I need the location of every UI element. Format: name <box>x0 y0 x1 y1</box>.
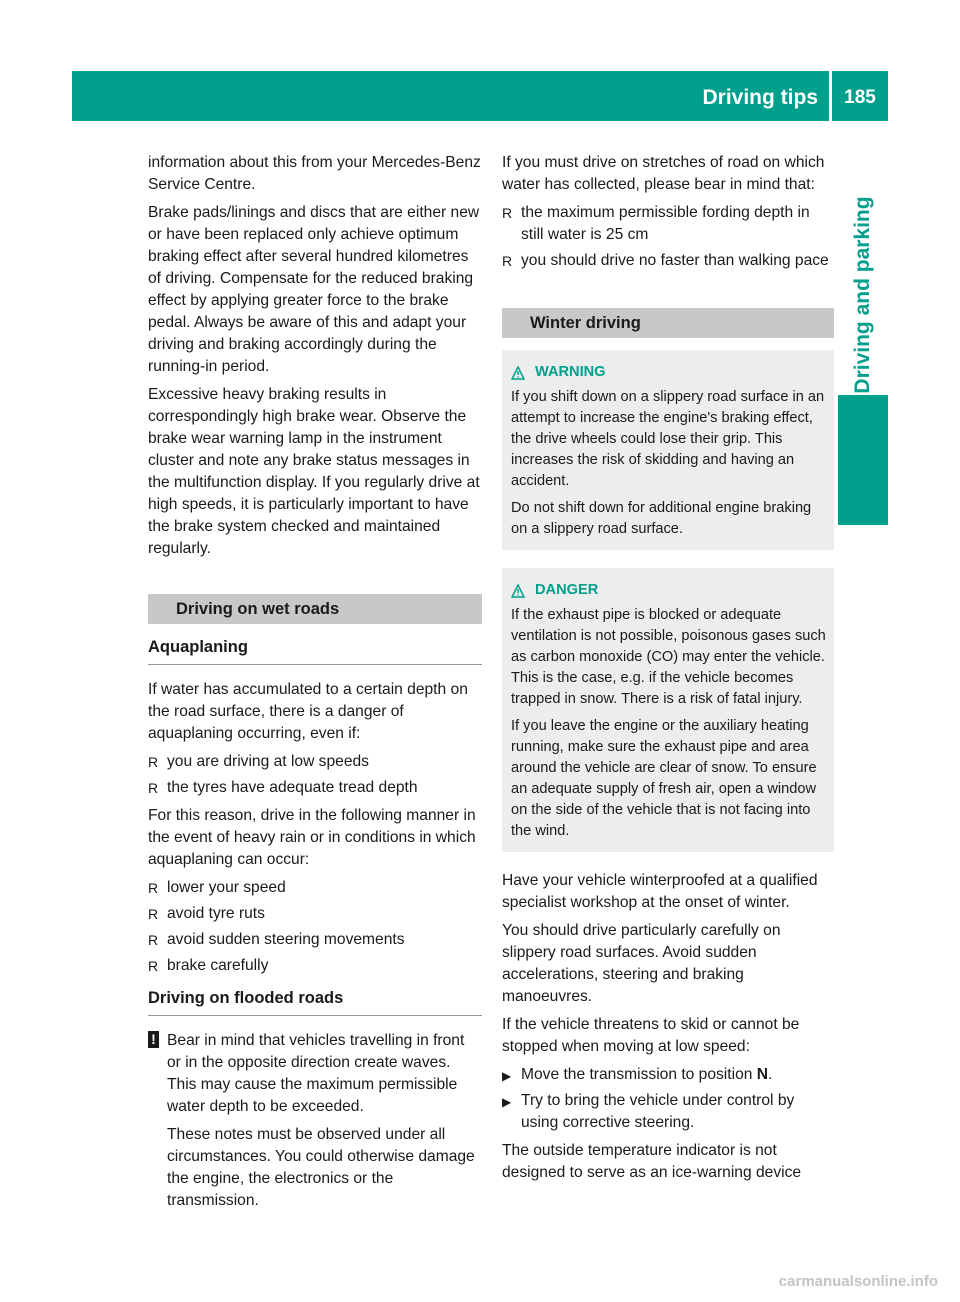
subheading-aquaplaning: Aquaplaning <box>148 636 482 665</box>
paragraph: If you must drive on stretches of road on which water has collected, please bear in mind that: <box>502 154 825 193</box>
bullet-list <box>148 877 482 977</box>
side-tab-marker <box>838 395 888 525</box>
watermark: carmanualsonline.info <box>778 1273 938 1290</box>
paragraph: You should drive particularly carefully on slippery road surfaces. Avoid sudden accelerations, steering and braking manoeuvres. <box>502 922 781 1005</box>
note-text: These notes must be observed under all circumstances. You could otherwise damage the engine, the electronics or the transmission. <box>167 1126 475 1209</box>
left-column <box>148 152 482 1218</box>
bullet-icon: R <box>148 880 159 896</box>
list-item: R brake carefully <box>148 955 482 977</box>
bullet-list <box>502 202 834 272</box>
paragraph: Have your vehicle winterproofed at a qualified specialist workshop at the onset of winter. <box>502 872 818 911</box>
paragraph: If the vehicle threatens to skid or cannot be stopped when moving at low speed: <box>502 1016 800 1055</box>
list-item: R avoid tyre ruts <box>148 903 482 925</box>
list-item: R you should drive no faster than walking pace <box>502 250 834 272</box>
note-text: Bear in mind that vehicles travelling in front or in the opposite direction create waves. This may cause the maximum permissible water depth to be exceeded. <box>167 1032 465 1115</box>
step-item: ▶ Try to bring the vehicle under control by using corrective steering. <box>502 1092 795 1131</box>
warning-title: WARNING <box>511 362 827 383</box>
bullet-list <box>148 751 482 799</box>
bullet-icon: R <box>502 253 513 269</box>
bullet-icon: R <box>148 958 159 974</box>
list-item: R you are driving at low speeds <box>148 751 482 773</box>
danger-text: If the exhaust pipe is blocked or adequate ventilation is not possible, poisonous gases such as carbon monoxide (CO) may enter the vehicle. This is the case, e.g. if the vehicle becomes trapped in snow. There is a risk of fatal injury. <box>511 607 826 707</box>
step-item: ▶ Move the transmission to position N. <box>502 1064 834 1086</box>
warning-text: If you shift down on a slippery road surface in an attempt to increase the engine's braking effect, the drive wheels could lose their grip. This increases the risk of skidding and having an accident. <box>511 389 825 489</box>
page-header <box>72 71 888 121</box>
side-tab <box>838 196 888 394</box>
warning-box <box>502 350 834 550</box>
section-heading-wet-roads: Driving on wet roads <box>148 594 482 624</box>
danger-title: DANGER <box>511 580 827 601</box>
bullet-icon: R <box>148 932 159 948</box>
danger-box <box>502 568 834 852</box>
paragraph: If water has accumulated to a certain depth on the road surface, there is a danger of aquaplaning occurring, even if: <box>148 681 468 742</box>
danger-text: If you leave the engine or the auxiliary heating running, make sure the exhaust pipe and area around the vehicle are clear of snow. To ensure an adequate supply of fresh air, open a window on the side of the vehicle that is not facing into the wind. <box>511 718 817 839</box>
arrow-right-icon: ▶ <box>502 1095 512 1109</box>
exclamation-icon: ! <box>148 1031 159 1048</box>
paragraph: Brake pads/linings and discs that are either new or have been replaced only achieve optimum braking effect after several hundred kilometres of driving. Compensate for the reduced braking effect by applying greater force to the brake pedal. Always be aware of this and adapt your driving and braking accordingly during the running-in period. <box>148 204 480 375</box>
side-tab-label: Driving and parking <box>851 196 874 394</box>
page-number: 185 <box>844 87 876 108</box>
list-item: R the maximum permissible fording depth in still water is 25 cm <box>502 204 810 243</box>
paragraph: For this reason, drive in the following manner in the event of heavy rain or in conditions in which aquaplaning can occur: <box>148 807 476 868</box>
paragraph: The outside temperature indicator is not designed to serve as an ice-warning device <box>502 1142 802 1181</box>
paragraph: Excessive heavy braking results in correspondingly high brake wear. Observe the brake wear warning lamp in the instrument cluster and note any brake status messages in the multifunction display. If you regularly drive at high speeds, it is particularly important to have the brake system checked and maintained regularly. <box>148 386 480 557</box>
bullet-icon: R <box>148 906 159 922</box>
arrow-right-icon: ▶ <box>502 1069 512 1083</box>
list-item: R avoid sudden steering movements <box>148 929 482 951</box>
warning-text: Do not shift down for additional engine braking on a slippery road surface. <box>511 500 812 537</box>
step-list <box>502 1064 834 1134</box>
bullet-icon: R <box>502 205 513 221</box>
bullet-icon: R <box>148 754 159 770</box>
list-item: R lower your speed <box>148 877 482 899</box>
list-item: R the tyres have adequate tread depth <box>148 777 482 799</box>
warning-triangle-icon <box>511 366 525 380</box>
bullet-icon: R <box>148 780 159 796</box>
chapter-title: Driving tips <box>702 86 818 109</box>
subheading-flooded-roads: Driving on flooded roads <box>148 987 482 1016</box>
paragraph: information about this from your Mercedes-Benz Service Centre. <box>148 154 481 193</box>
right-column <box>502 152 834 1190</box>
danger-triangle-icon <box>511 584 525 598</box>
section-heading-winter: Winter driving <box>502 308 834 338</box>
note <box>148 1030 482 1212</box>
